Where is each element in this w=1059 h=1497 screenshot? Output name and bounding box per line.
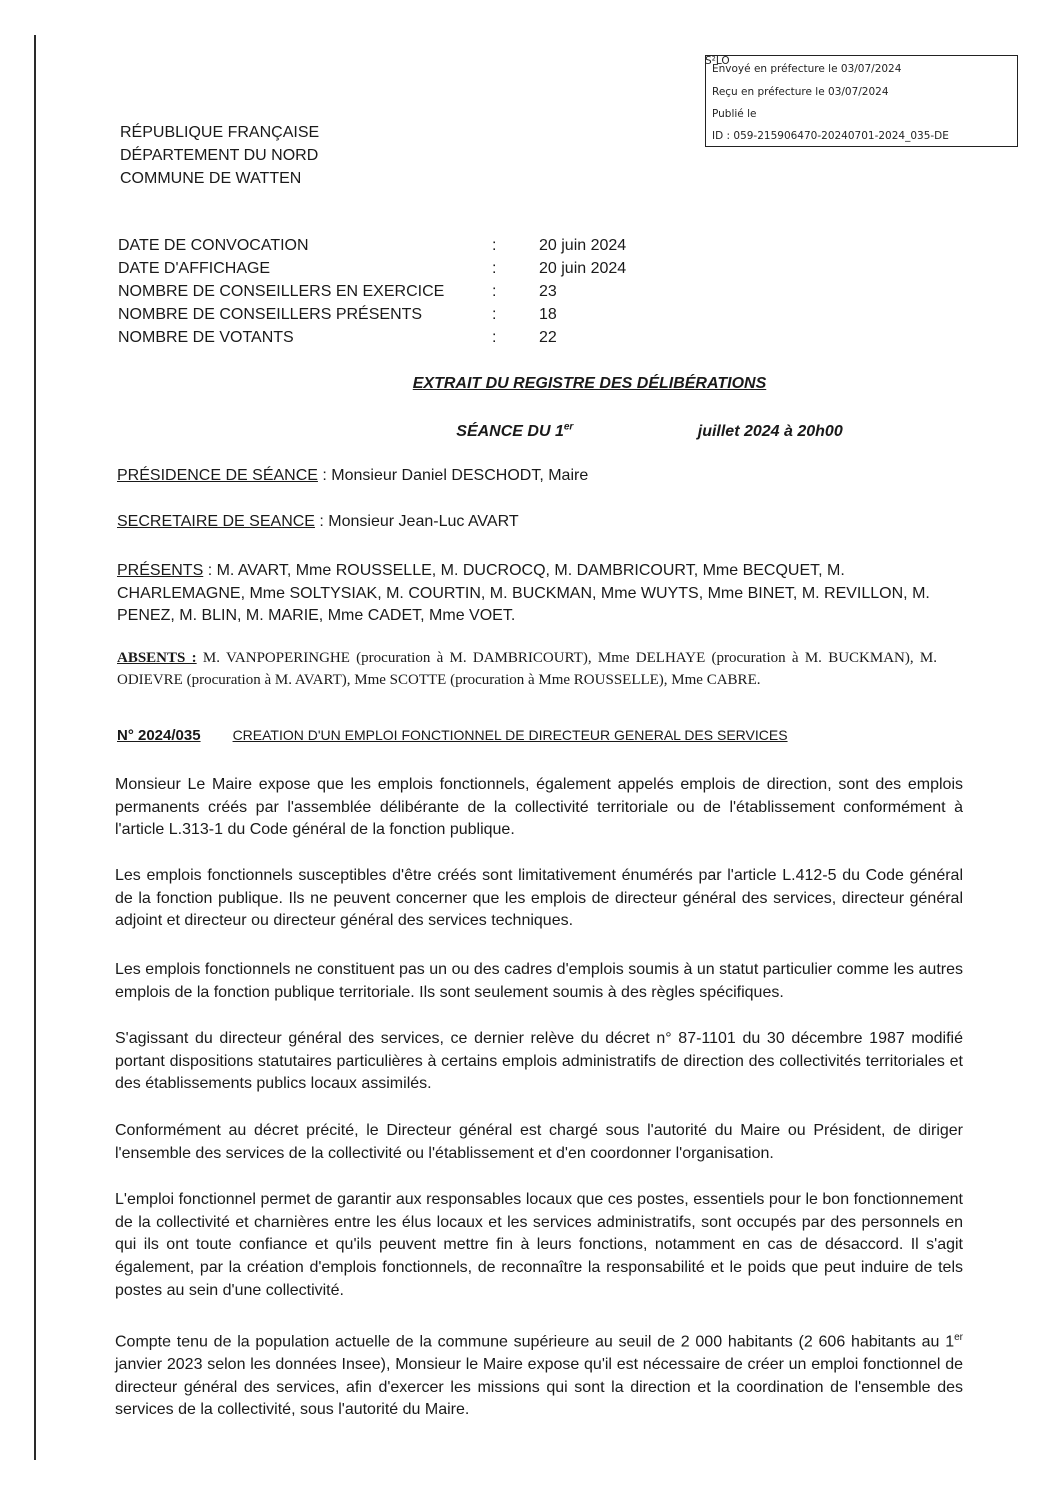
paragraph: Monsieur Le Maire expose que les emplois fonctionnels, également appelés emplois de direction, sont des emplois permanents créés par l'assemblée délibérante de la collectivité territoriale ou de l'établissement conformément à l'article L.313-1 du Code général de la fonction publique. <box>115 776 963 839</box>
presidence-value: : Monsieur Daniel DESCHODT, Maire <box>317 467 589 484</box>
info-value: 23 <box>539 283 557 300</box>
deliberation-number: N° 2024/035 <box>117 727 201 744</box>
info-separator: : <box>492 237 497 254</box>
stamp-sent-line: Envoyé en préfecture le 03/07/2024 <box>712 63 902 75</box>
secretaire-label: SECRETAIRE DE SEANCE <box>117 513 315 530</box>
absents-value: M. VANPOPERINGHE (procuration à M. DAMBRICOURT), Mme DELHAYE (procuration à M. BUCKMAN), M. ODIEVRE (procuration à M. AVART), Mme SCOTTE (procuration à Mme ROUSSELLE), Mme CABRE. <box>117 650 937 688</box>
paragraph: Les emplois fonctionnels susceptibles d'être créés sont limitativement énumérés par l'article L.412-5 du Code général de la fonction publique. Ils ne peuvent concerner que les emplois de directeur général des services, directeur général adjoint et directeur ou directeur général des services techniques. <box>115 867 963 930</box>
info-label: NOMBRE DE CONSEILLERS PRÉSENTS <box>118 306 423 323</box>
paragraph-population: Compte tenu de la population actuelle de la commune supérieure au seuil de 2 000 habitants (2 606 habitants au 1er janvier 2023 selon les données Insee), Monsieur le Maire expose qu'il est nécessaire de créer un emploi fonctionnel de directeur général des services, afin d'exercer les missions qui sont la direction et la coordination de l'ensemble des services de la collectivité, sous l'autorité du Maire. <box>115 1332 963 1419</box>
info-label: DATE DE CONVOCATION <box>118 237 309 254</box>
presents-value: : M. AVART, Mme ROUSSELLE, M. DUCROCQ, M. DAMBRICOURT, Mme BECQUET, M. CHARLEMAGNE, Mme SOLTYSIAK, M. COURTIN, M. BUCKMAN, Mme WUYTS, Mme BINET, M. REVILLON, M. PENEZ, M. BLIN, M. MARIE, Mme CADET, Mme VOET. <box>117 562 930 625</box>
deliberation-title: CREATION D'UN EMPLOI FONCTIONNEL DE DIRECTEUR GENERAL DES SERVICES <box>232 727 788 743</box>
paragraph: S'agissant du directeur général des services, ce dernier relève du décret n° 87-1101 du 30 décembre 1987 modifié portant dispositions statutaires particulières à certains emplois administratifs de direction des collectivités territoriales et des établissements publics locaux assimilés. <box>115 1030 963 1093</box>
info-value: 22 <box>539 329 557 346</box>
header-department: DÉPARTEMENT DU NORD <box>120 147 319 164</box>
presents-list <box>117 560 962 628</box>
deliberation-heading <box>117 727 788 744</box>
absents-list <box>117 648 937 691</box>
presents-label: PRÉSENTS <box>117 562 204 579</box>
stamp-published-line: Publié le <box>712 108 757 120</box>
stamp-received-line: Reçu en préfecture le 03/07/2024 <box>712 86 889 98</box>
info-label: DATE D'AFFICHAGE <box>118 260 271 277</box>
info-label: NOMBRE DE VOTANTS <box>118 329 294 346</box>
paragraph: Les emplois fonctionnels ne constituent pas un ou des cadres d'emplois soumis à un statut particulier comme les autres emplois de la fonction publique territoriale. Ils sont seulement soumis à des règles spécifiques. <box>115 961 963 1001</box>
info-separator: : <box>492 306 497 323</box>
document-header <box>120 121 319 190</box>
secretaire-value: : Monsieur Jean-Luc AVART <box>314 513 519 530</box>
session-title: SÉANCE DU 1er juillet 2024 à 20h00 <box>456 422 843 441</box>
presidence-line <box>117 467 588 485</box>
header-republic: RÉPUBLIQUE FRANÇAISE <box>120 124 320 141</box>
absents-label: ABSENTS : <box>117 650 197 666</box>
info-separator: : <box>492 329 497 346</box>
stamp-id-line: ID : 059-215906470-20240701-2024_035-DE <box>712 130 949 142</box>
paragraph: L'emploi fonctionnel permet de garantir aux responsables locaux que ces postes, essentiels pour le bon fonctionnement de la collectivité et charnières entre les élus locaux et les services administratifs, sont occupés par des personnels en qui ils ont toute confiance et qu'ils peuvent mettre fin à leurs fonctions, notamment en cas de désaccord. Il s'agit également, par la création d'emplois fonctionnels, de reconnaître la responsabilité et le poids que peut induire de tels postes au sein d'une collectivité. <box>115 1191 963 1299</box>
info-value: 20 juin 2024 <box>539 260 627 277</box>
info-value: 20 juin 2024 <box>539 237 627 254</box>
stamp-signature: S²LO <box>705 55 730 67</box>
presidence-label: PRÉSIDENCE DE SÉANCE <box>117 467 318 484</box>
info-label: NOMBRE DE CONSEILLERS EN EXERCICE <box>118 283 445 300</box>
info-separator: : <box>492 283 497 300</box>
register-extract-title: EXTRAIT DU REGISTRE DES DÉLIBÉRATIONS <box>412 375 767 392</box>
page-margin-line <box>34 35 36 1460</box>
info-value: 18 <box>539 306 557 323</box>
paragraph: Conformément au décret précité, le Directeur général est chargé sous l'autorité du Maire ou Président, de diriger l'ensemble des services de la collectivité ou l'établissement et d'en coordonner l'organisation. <box>115 1122 963 1162</box>
header-commune: COMMUNE DE WATTEN <box>120 170 302 187</box>
info-separator: : <box>492 260 497 277</box>
prefecture-stamp <box>705 55 1018 147</box>
secretaire-line <box>117 513 519 531</box>
